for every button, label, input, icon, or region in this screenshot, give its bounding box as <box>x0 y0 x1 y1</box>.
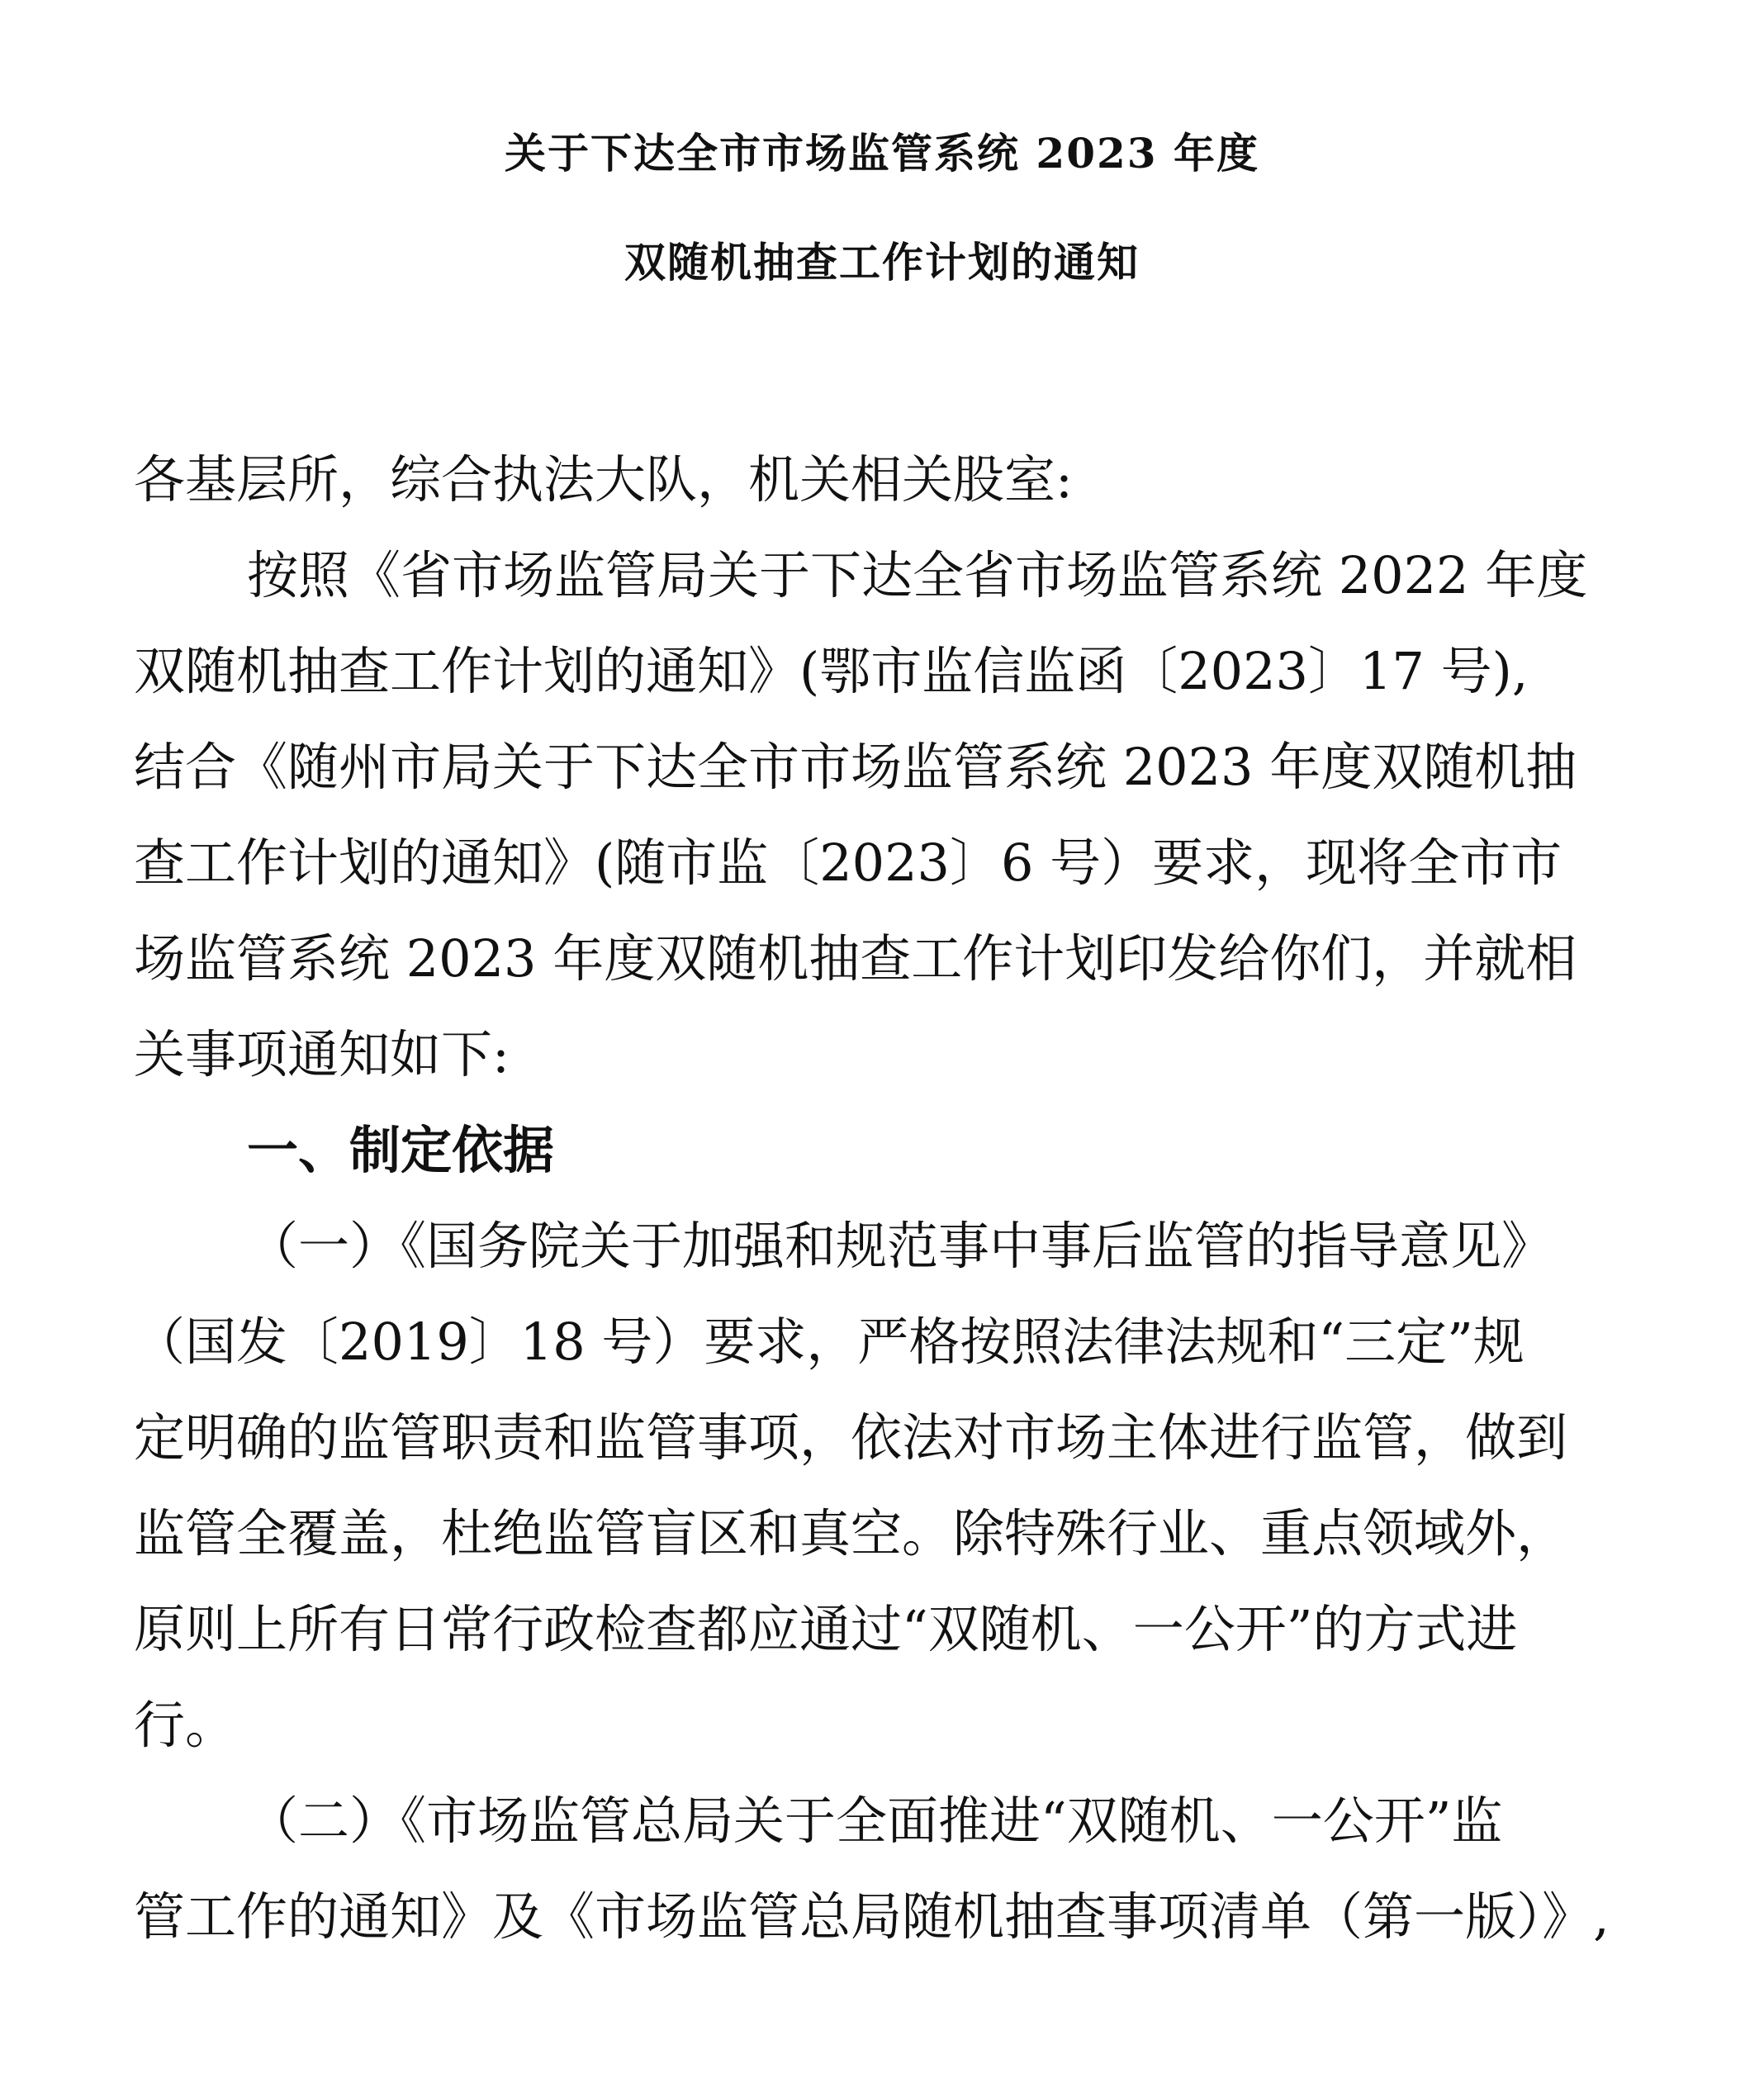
salutation <box>134 432 1662 528</box>
intro-line-6: 关事项通知如下: <box>134 1024 510 1084</box>
intro-line-5: 场监管系统 2023 年度双随机抽查工作计划印发给你们，并就相 <box>134 928 1577 989</box>
title-line-2: 双随机抽查工作计划的通知 <box>624 238 1140 287</box>
item2-line-2: 管工作的通知》及《市场监管总局随机抽查事项清单（第一版）》, <box>134 1886 1610 1947</box>
intro-line-1: 按照《省市场监管局关于下达全省市场监管系统 2022 年度 <box>247 545 1588 605</box>
item-2-paragraph <box>134 1773 1662 1965</box>
document-body <box>134 432 1662 1965</box>
item1-line-2: （国发〔2019〕18 号）要求，严格按照法律法规和“三定”规 <box>134 1312 1525 1372</box>
item1-line-6: 行。 <box>134 1695 237 1755</box>
item1-line-4: 监管全覆盖，杜绝监管盲区和真空。除特殊行业、重点领域外， <box>134 1503 1568 1563</box>
intro-line-2: 双随机抽查工作计划的通知》(鄂市监信监函〔2023〕17 号), <box>134 641 1529 701</box>
title-line-1: 关于下达全市市场监管系统 2023 年度 <box>505 129 1259 178</box>
salutation-text: 各基层所，综合执法大队，机关相关股室: <box>134 449 1073 510</box>
item1-line-1: （一）《国务院关于加强和规范事中事后监管的指导意见》 <box>247 1216 1553 1276</box>
intro-paragraph <box>134 528 1662 1103</box>
intro-line-3: 结合《随州市局关于下达全市市场监管系统 2023 年度双随机抽 <box>134 737 1577 797</box>
intro-line-4: 查工作计划的通知》(随市监〔2023〕6 号）要求，现将全市市 <box>134 833 1562 893</box>
item1-line-5: 原则上所有日常行政检查都应通过“双随机、一公开”的方式进 <box>134 1599 1518 1659</box>
item1-line-3: 定明确的监管职责和监管事项，依法对市场主体进行监管，做到 <box>134 1407 1568 1468</box>
section-heading-1: 一、制定依据 <box>247 1120 555 1180</box>
item-1-paragraph <box>134 1198 1662 1773</box>
document-title <box>0 99 1764 317</box>
item2-line-1: （二）《市场监管总局关于全面推进“双随机、一公开”监 <box>247 1791 1503 1851</box>
